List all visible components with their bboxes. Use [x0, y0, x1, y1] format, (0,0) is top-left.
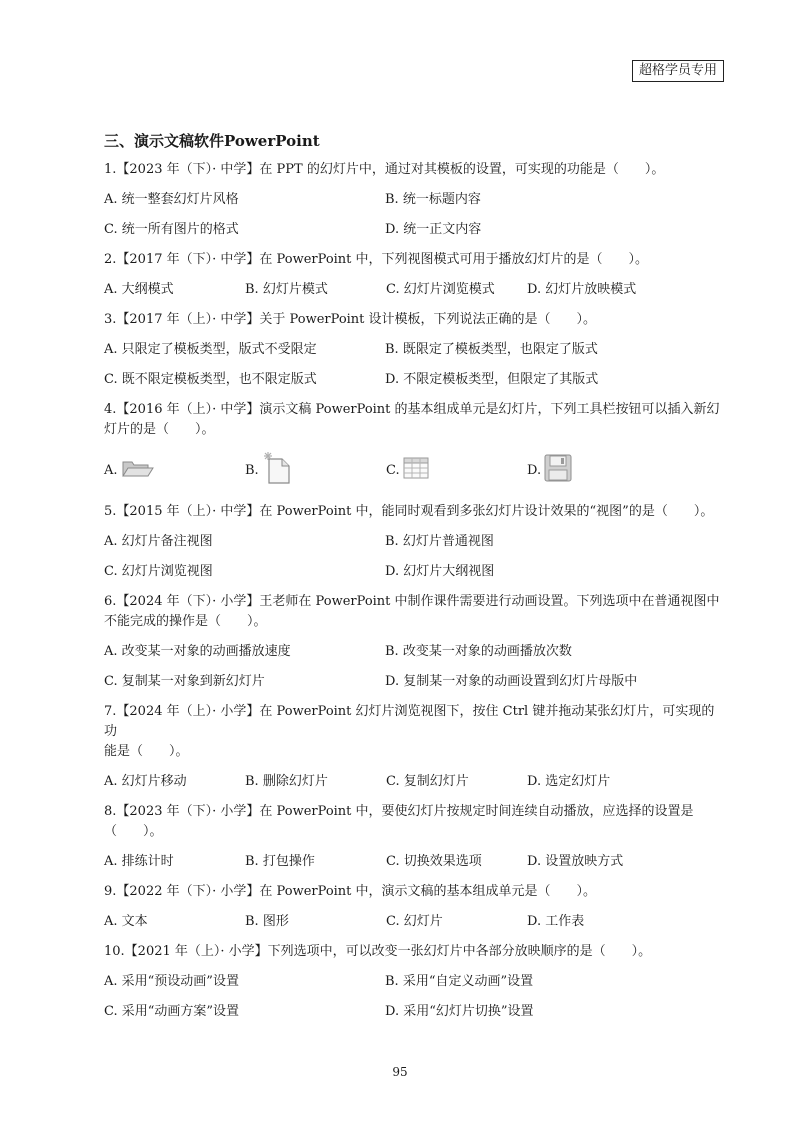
question-stem-text: 3.【2017 年（上）· 中学】关于 PowerPoint 设计模板，下列说法正确的是（ ）。: [104, 312, 597, 327]
option-a[interactable]: A. 采用“预设动画”设置: [104, 974, 239, 989]
save-icon: [543, 453, 573, 490]
option-group: [104, 772, 724, 792]
option-b[interactable]: B. 采用“自定义动画”设置: [385, 974, 534, 989]
section-title: 三、演示文稿软件PowerPoint: [104, 132, 320, 150]
question-stem-continuation: 能是（ ）。: [104, 744, 189, 759]
question-stem: [104, 802, 724, 842]
option-a[interactable]: A. 只限定了模板类型，版式不受限定: [104, 342, 317, 357]
option-d[interactable]: D. 幻灯片放映模式: [527, 282, 637, 297]
question-stem: [104, 882, 724, 902]
question-stem-text: 10.【2021 年（上）· 小学】下列选项中，可以改变一张幻灯片中各部分放映顺序的是（ ）。: [104, 944, 652, 959]
option-a[interactable]: A. 文本: [104, 914, 148, 929]
option-a[interactable]: A. 幻灯片移动: [104, 774, 187, 789]
question-stem-text: 2.【2017 年（下）· 中学】在 PowerPoint 中，下列视图模式可用于播放幻灯片的是（ ）。: [104, 252, 649, 267]
member-only-badge: 超格学员专用: [632, 60, 724, 82]
option-c[interactable]: [386, 454, 527, 488]
option-c[interactable]: C. 幻灯片浏览模式: [386, 282, 495, 297]
question-stem: [104, 250, 724, 270]
option-a[interactable]: A. 改变某一对象的动画播放速度: [104, 644, 291, 659]
option-label: C.: [386, 463, 400, 478]
option-d[interactable]: D. 统一正文内容: [385, 222, 482, 237]
option-c[interactable]: C. 切换效果选项: [386, 854, 482, 869]
table-icon: [402, 456, 430, 487]
question-stem: [104, 310, 724, 330]
option-c[interactable]: C. 幻灯片浏览视图: [104, 564, 213, 579]
question-stem-text: 1.【2023 年（下）· 中学】在 PPT 的幻灯片中，通过对其模板的设置，可实现的功能是（ ）。: [104, 162, 665, 177]
option-b[interactable]: B. 统一标题内容: [385, 192, 481, 207]
option-group: [104, 280, 724, 300]
question-stem-text: 8.【2023 年（下）· 小学】在 PowerPoint 中，要使幻灯片按规定时间连续自动播放，应选择的设置是（ ）。: [104, 804, 694, 839]
option-group: [104, 852, 724, 872]
question-stem: [104, 942, 724, 962]
question-stem-text: 5.【2015 年（上）· 中学】在 PowerPoint 中，能同时观看到多张幻灯片设计效果的“视图”的是（ ）。: [104, 504, 714, 519]
question-stem-continuation: 不能完成的操作是（ ）。: [104, 614, 267, 629]
question-stem-text: 9.【2022 年（下）· 小学】在 PowerPoint 中，演示文稿的基本组成单元是（ ）。: [104, 884, 597, 899]
option-group: [104, 532, 724, 582]
option-group: [104, 340, 724, 390]
option-b[interactable]: B. 打包操作: [245, 854, 315, 869]
option-label: B.: [245, 463, 259, 478]
option-d[interactable]: D. 采用“幻灯片切换”设置: [385, 1004, 534, 1019]
question-stem: [104, 592, 724, 632]
option-d[interactable]: [527, 454, 668, 488]
option-b[interactable]: B. 图形: [245, 914, 289, 929]
option-a[interactable]: [104, 454, 245, 488]
option-d[interactable]: D. 复制某一对象的动画设置到幻灯片母版中: [385, 674, 638, 689]
option-c[interactable]: C. 复制某一对象到新幻灯片: [104, 674, 265, 689]
option-b[interactable]: B. 既限定了模板类型，也限定了版式: [385, 342, 598, 357]
option-c[interactable]: C. 既不限定模板类型，也不限定版式: [104, 372, 317, 387]
folder-open-icon: [120, 457, 154, 486]
question-list: [104, 160, 724, 1032]
question-stem: [104, 400, 724, 440]
option-b[interactable]: [245, 454, 386, 488]
question-stem-continuation: 灯片的是（ ）。: [104, 422, 215, 437]
option-group: [104, 642, 724, 692]
option-d[interactable]: D. 工作表: [527, 914, 585, 929]
question-stem: [104, 502, 724, 522]
option-group: [104, 972, 724, 1022]
option-a[interactable]: A. 大纲模式: [104, 282, 174, 297]
option-b[interactable]: B. 幻灯片普通视图: [385, 534, 494, 549]
question-stem-text: 7.【2024 年（上）· 小学】在 PowerPoint 幻灯片浏览视图下，按住 Ctrl 键并拖动某张幻灯片，可实现的功: [104, 704, 715, 739]
option-label: A.: [104, 463, 118, 478]
option-group: [104, 912, 724, 932]
option-c[interactable]: C. 统一所有图片的格式: [104, 222, 239, 237]
page-number: 95: [392, 1065, 408, 1079]
option-d[interactable]: D. 设置放映方式: [527, 854, 624, 869]
option-group: [104, 454, 724, 488]
option-b[interactable]: B. 幻灯片模式: [245, 282, 328, 297]
question-stem-text: 4.【2016 年（上）· 中学】演示文稿 PowerPoint 的基本组成单元是幻灯片，下列工具栏按钮可以插入新幻: [104, 402, 720, 417]
option-a[interactable]: A. 统一整套幻灯片风格: [104, 192, 239, 207]
option-d[interactable]: D. 选定幻灯片: [527, 774, 611, 789]
option-a[interactable]: A. 幻灯片备注视图: [104, 534, 213, 549]
option-label: D.: [527, 463, 542, 478]
option-c[interactable]: C. 幻灯片: [386, 914, 443, 929]
option-b[interactable]: B. 删除幻灯片: [245, 774, 328, 789]
question-stem: [104, 702, 724, 762]
new-slide-icon: [261, 451, 295, 492]
option-c[interactable]: C. 复制幻灯片: [386, 774, 469, 789]
option-group: [104, 190, 724, 240]
option-b[interactable]: B. 改变某一对象的动画播放次数: [385, 644, 572, 659]
question-stem-text: 6.【2024 年（下）· 小学】王老师在 PowerPoint 中制作课件需要进行动画设置。下列选项中在普通视图中: [104, 594, 720, 609]
option-d[interactable]: D. 不限定模板类型，但限定了其版式: [385, 372, 599, 387]
option-d[interactable]: D. 幻灯片大纲视图: [385, 564, 495, 579]
option-a[interactable]: A. 排练计时: [104, 854, 174, 869]
option-c[interactable]: C. 采用“动画方案”设置: [104, 1004, 240, 1019]
question-stem: [104, 160, 724, 180]
